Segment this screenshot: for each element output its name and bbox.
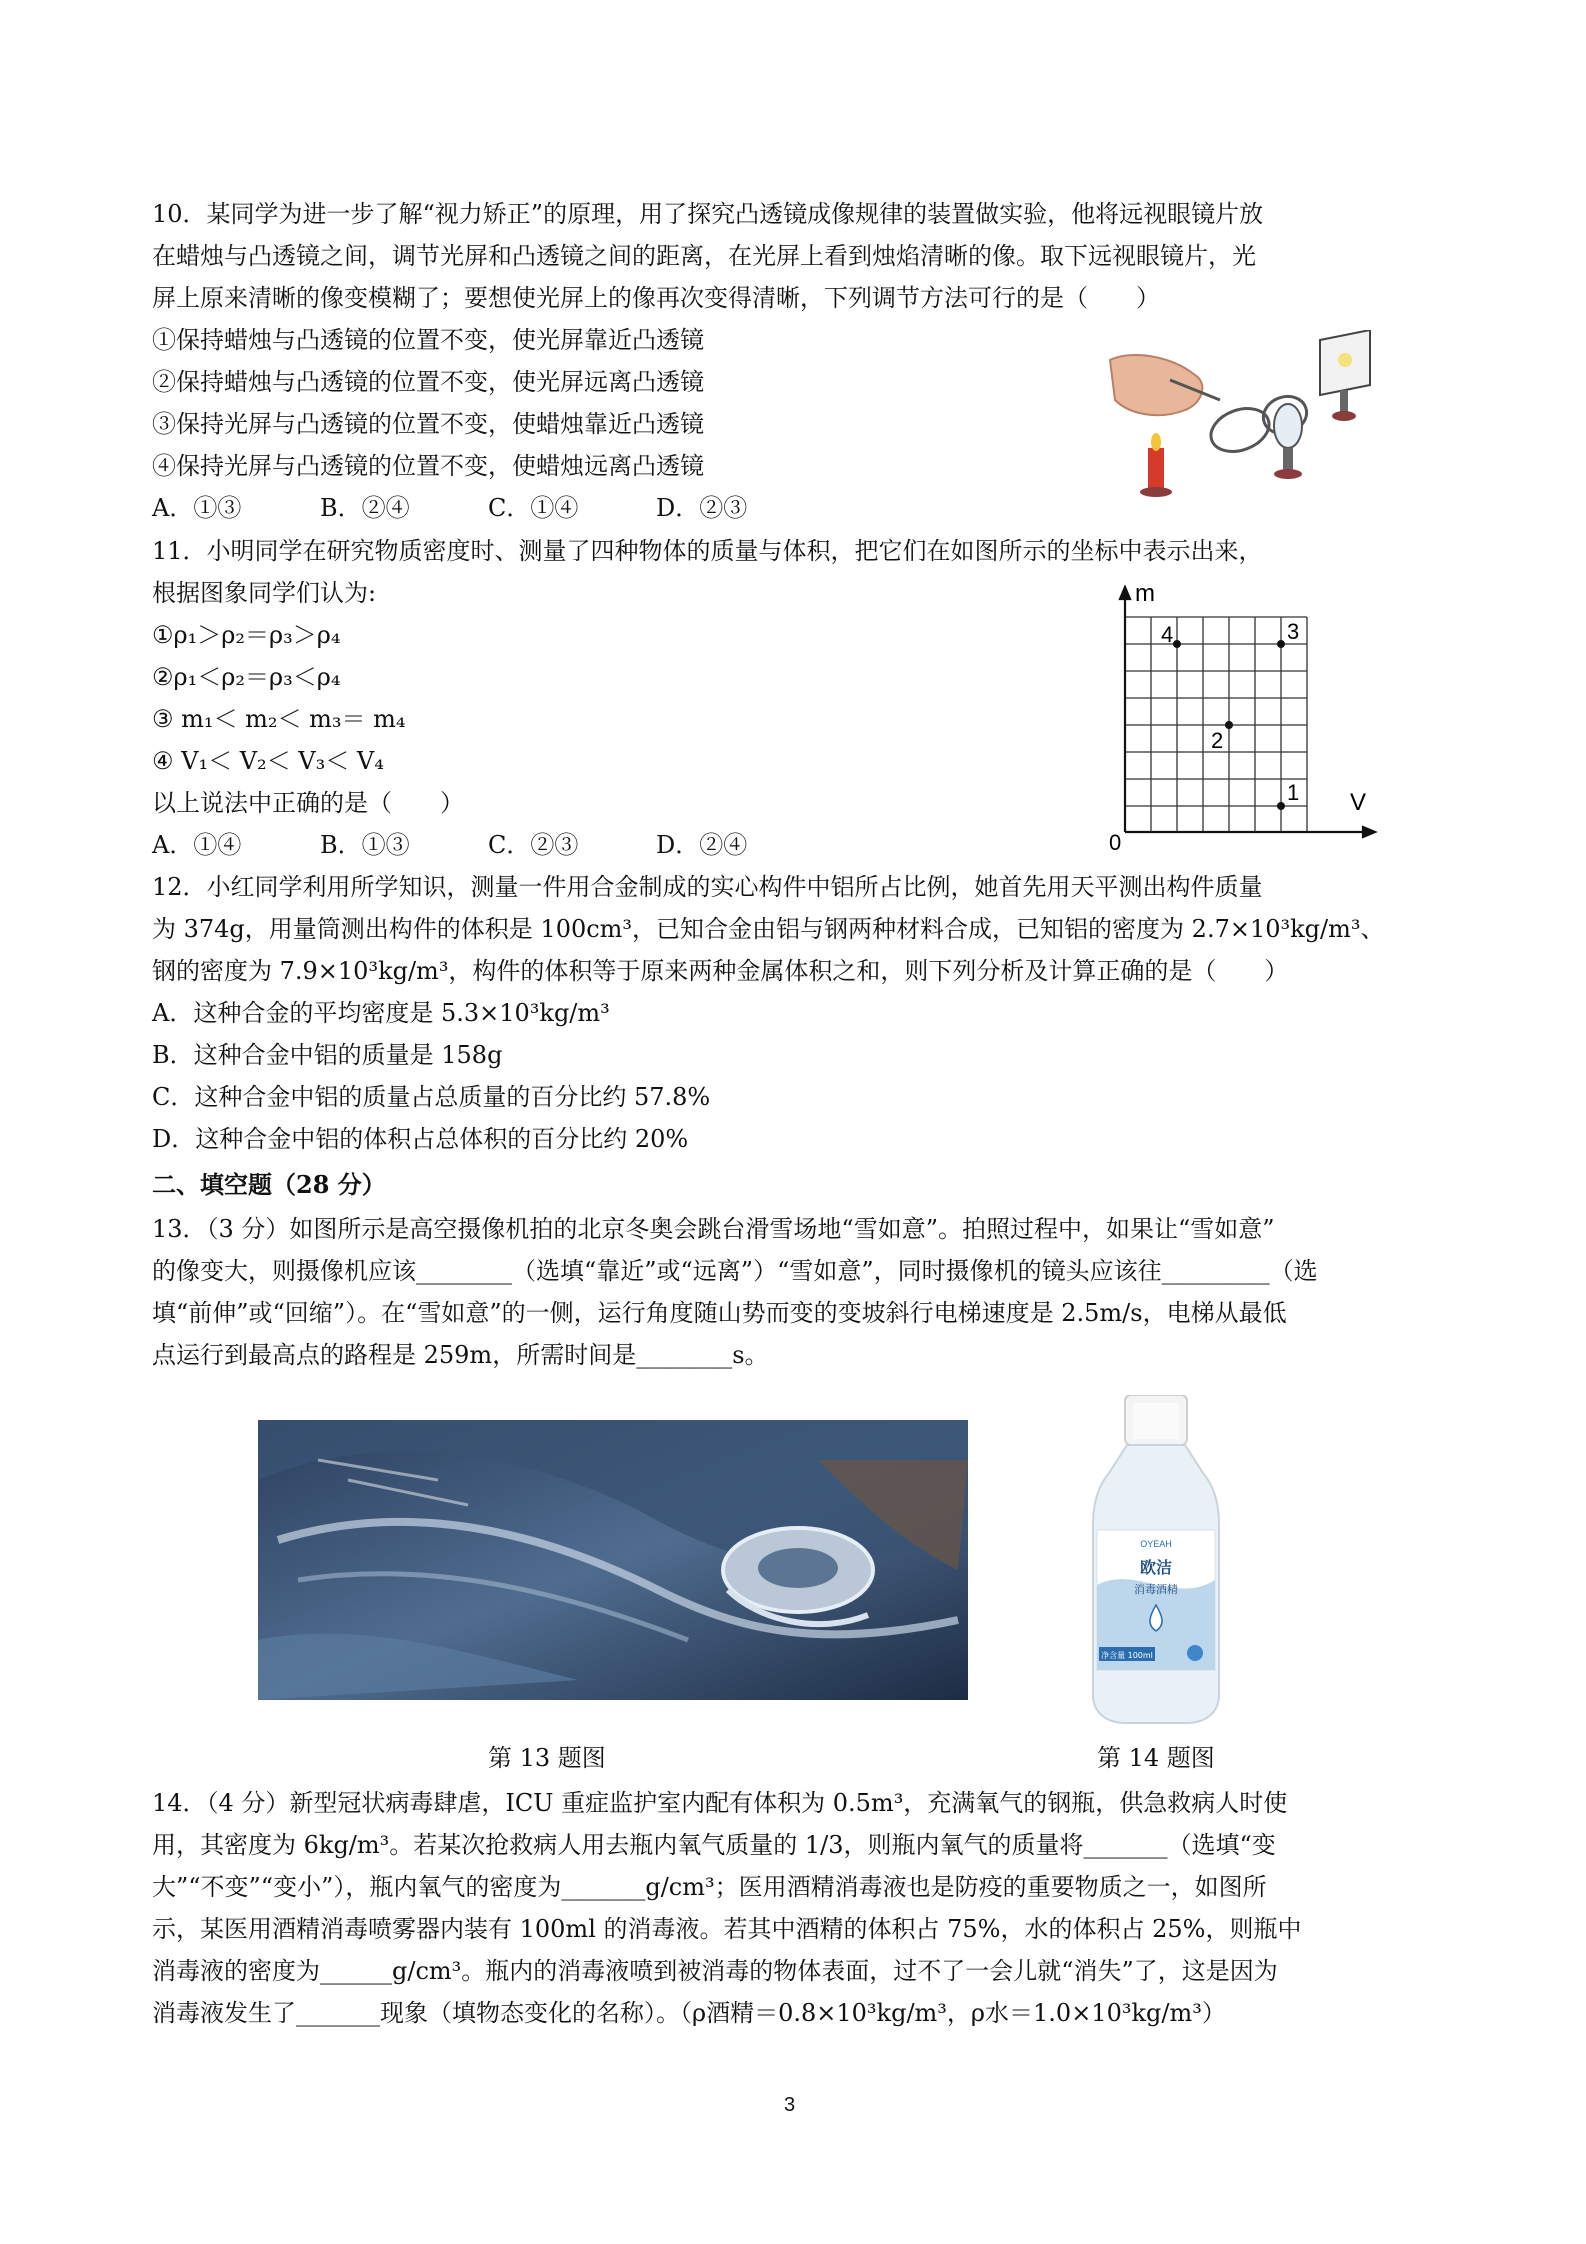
q10-line-3: 屏上原来清晰的像变模糊了；要想使光屏上的像再次变得清晰，下列调节方法可行的是（ ） (152, 284, 1160, 312)
q14-line-6: 消毒液发生了_______现象（填物态变化的名称）。（ρ酒精＝0.8×10³kg/m³，ρ水＝1.0×10³kg/m³） (152, 1999, 1226, 2027)
q14-line-2: 用，其密度为 6kg/m³。若某次抢救病人用去瓶内氧气质量的 1/3，则瓶内氧气的质量将_______（选填“变 (152, 1831, 1276, 1859)
q11-line-1: 11．小明同学在研究物质密度时、测量了四种物体的质量与体积，把它们在如图所示的坐标中表示出来， (152, 537, 1263, 565)
q14-line-5: 消毒液的密度为______g/cm³。瓶内的消毒液喷到被消毒的物体表面，过不了一会儿就“消失”了，这是因为 (152, 1957, 1278, 1985)
q14-alcohol-bottle-photo (1085, 1395, 1230, 1725)
q11-point-2-label: 2 (1211, 728, 1224, 753)
q10-statement-1: ①保持蜡烛与凸透镜的位置不变，使光屏靠近凸透镜 (152, 326, 704, 354)
q11-graph-origin: 0 (1109, 830, 1122, 850)
q13-line-2: 的像变大，则摄像机应该________（选填“靠近”或“远离”）“雪如意”，同时摄像机的镜头应该往_________（选 (152, 1257, 1318, 1285)
q11-option-c: C．②③ (488, 831, 579, 859)
q10-options (152, 487, 747, 529)
q12-option-b: B．这种合金中铝的质量是 158g (152, 1041, 503, 1069)
q11-point-4 (1173, 640, 1181, 648)
q10-line-1: 10．某同学为进一步了解“视力矫正”的原理，用了探究凸透镜成像规律的装置做实验，他将远视眼镜片放 (152, 200, 1264, 228)
q12-option-a: A．这种合金的平均密度是 5.3×10³kg/m³ (152, 999, 610, 1027)
q14-bottle-volume: 净含量 100ml (1101, 1651, 1153, 1660)
q13-figure-caption: 第 13 题图 (488, 1744, 606, 1772)
q14-line-3: 大”“不变”“变小”），瓶内氧气的密度为_______g/cm³；医用酒精消毒液也是防疫的重要物质之一，如图所 (152, 1873, 1267, 1901)
q11-line-question: 以上说法中正确的是（ ） (152, 789, 464, 817)
q11-option-d: D．②④ (656, 831, 748, 859)
q11-point-3 (1277, 640, 1285, 648)
q10-option-c: C．①④ (488, 494, 579, 522)
q11-option-b: B．①③ (320, 831, 410, 859)
q11-option-a: A．①④ (152, 831, 242, 859)
section-title-fill-in: 二、填空题（28 分） (152, 1170, 386, 1199)
q11-point-2 (1225, 721, 1233, 729)
q11-graph-x-label: V (1350, 789, 1367, 816)
q13-line-1: 13．（3 分）如图所示是高空摄像机拍的北京冬奥会跳台滑雪场地“雪如意”。拍照过程中，如果让“雪如意” (152, 1215, 1275, 1243)
q13-ski-jump-photo (258, 1420, 968, 1700)
q11-statement-3: ③ m₁＜ m₂＜ m₃＝ m₄ (152, 705, 406, 733)
q13-line-3: 填“前伸”或“回缩”）。在“雪如意”的一侧，运行角度随山势而变的变坡斜行电梯速度是 2.5m/s，电梯从最低 (152, 1299, 1287, 1327)
q11-point-3-label: 3 (1287, 619, 1300, 644)
q12-line-3: 钢的密度为 7.9×10³kg/m³，构件的体积等于原来两种金属体积之和，则下列分析及计算正确的是（ ） (152, 957, 1289, 985)
q11-options (152, 824, 747, 866)
q10-option-b: B．②④ (320, 494, 410, 522)
q14-bottle-product: 消毒酒精 (1134, 1583, 1178, 1596)
q11-line-2: 根据图象同学们认为: (152, 579, 377, 607)
q12-line-2: 为 374g，用量筒测出构件的体积是 100cm³，已知合金由铝与钢两种材料合成，已知铝的密度为 2.7×10³kg/m³、 (152, 915, 1385, 943)
page-number: 3 (784, 2094, 796, 2116)
q10-line-2: 在蜡烛与凸透镜之间，调节光屏和凸透镜之间的距离，在光屏上看到烛焰清晰的像。取下远视眼镜片，光 (152, 242, 1256, 270)
q11-point-4-label: 4 (1161, 622, 1174, 647)
q10-statement-2: ②保持蜡烛与凸透镜的位置不变，使光屏远离凸透镜 (152, 368, 704, 396)
q10-option-a: A．①③ (152, 494, 242, 522)
q14-line-4: 示，某医用酒精消毒喷雾器内装有 100ml 的消毒液。若其中酒精的体积占 75%，水的体积占 25%，则瓶中 (152, 1915, 1302, 1943)
q10-lens-experiment-figure (1100, 330, 1390, 510)
q14-line-1: 14．（4 分）新型冠状病毒肆虐，ICU 重症监护室内配有体积为 0.5m³，充满氧气的钢瓶，供急救病人时使 (152, 1789, 1288, 1817)
q14-figure-caption: 第 14 题图 (1097, 1744, 1215, 1772)
q11-statement-1: ①ρ₁＞ρ₂＝ρ₃＞ρ₄ (152, 621, 341, 649)
q10-option-d: D．②③ (656, 494, 748, 522)
q12-option-d: D．这种合金中铝的体积占总体积的百分比约 20% (152, 1125, 689, 1153)
q12-option-c: C．这种合金中铝的质量占总质量的百分比约 57.8% (152, 1083, 711, 1111)
q13-line-4: 点运行到最高点的路程是 259m，所需时间是________s。 (152, 1341, 769, 1369)
q14-bottle-brand-cn: 欧洁 (1139, 1558, 1173, 1577)
q11-point-1-label: 1 (1287, 780, 1300, 805)
q11-statement-4: ④ V₁＜ V₂＜ V₃＜ V₄ (152, 747, 384, 775)
q11-statement-2: ②ρ₁＜ρ₂＝ρ₃＜ρ₄ (152, 663, 341, 691)
q14-bottle-brand-en: OYEAH (1140, 1539, 1172, 1549)
q11-graph-y-label: m (1135, 585, 1155, 607)
q10-statement-3: ③保持光屏与凸透镜的位置不变，使蜡烛靠近凸透镜 (152, 410, 704, 438)
q11-mass-volume-graph (1105, 585, 1385, 850)
q12-line-1: 12．小红同学利用所学知识，测量一件用合金制成的实心构件中铝所占比例，她首先用天平测出构件质量 (152, 873, 1263, 901)
q10-statement-4: ④保持光屏与凸透镜的位置不变，使蜡烛远离凸透镜 (152, 452, 704, 480)
q11-point-1 (1277, 802, 1285, 810)
